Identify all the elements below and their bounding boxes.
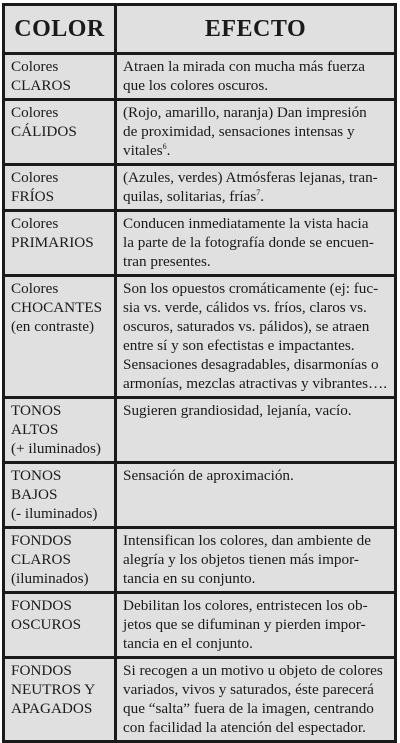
color-cell: Colores CÁLIDOS: [5, 101, 114, 163]
effect-cell: [117, 101, 394, 163]
effect-text: Sugieren grandiosidad, lejanía, vacío.: [123, 402, 352, 419]
table-row: [5, 594, 394, 656]
table-row: [5, 464, 394, 526]
sentence-period: .: [166, 142, 171, 159]
table-body: [5, 55, 394, 740]
effect-text: Atraen la mirada con mucha más fuerza que los colores oscuros.: [123, 58, 366, 94]
table-row: [5, 399, 394, 461]
color-cell: FONDOS NEUTROS Y APAGADOS: [5, 659, 114, 740]
color-cell: TONOS ALTOS (+ iluminados): [5, 399, 114, 461]
effect-cell: [117, 464, 394, 526]
effect-text: (Azules, verdes) Atmósferas lejanas, tran- quilas, solitarias, frías: [123, 169, 378, 205]
sentence-period: .: [260, 188, 265, 205]
effect-text: Conducen inmediatamente la vista hacia la parte de la fotografía donde se encuen- tran presentes.: [123, 215, 374, 270]
header-color: COLOR: [5, 6, 114, 52]
table-row: [5, 529, 394, 591]
effect-cell: [117, 659, 394, 740]
effect-cell: [117, 212, 394, 274]
effect-cell: [117, 594, 394, 656]
effect-text: Debilitan los colores, entristecen los ob- jetos que se difuminan y pierden impor- tancia en el conjunto.: [123, 597, 368, 652]
header-effect: EFECTO: [117, 6, 394, 52]
effect-cell: [117, 529, 394, 591]
effect-text: Si recogen a un motivo u objeto de colores variados, vivos y saturados, éste parecerá que “salta” fuera de la imagen, centrando con facilidad la atención del espectador.: [123, 662, 383, 736]
effect-text: Sensación de aproximación.: [123, 467, 294, 484]
color-cell: Colores CLAROS: [5, 55, 114, 98]
color-cell: FONDOS CLAROS (iluminados): [5, 529, 114, 591]
effect-cell: [117, 277, 394, 396]
color-cell: Colores CHOCANTES (en contraste): [5, 277, 114, 396]
effect-text: (Rojo, amarillo, naranja) Dan impresión de proximidad, sensaciones intensas y vitales: [123, 104, 367, 159]
table-row: [5, 659, 394, 740]
color-cell: Colores PRIMARIOS: [5, 212, 114, 274]
color-effect-table: [2, 3, 397, 743]
effect-text: Son los opuestos cromáticamente (ej: fuc- sia vs. verde, cálidos vs. fríos, claros vs. oscuros, saturados vs. pálidos), se atraen entre sí y son efectistas e impactantes. Sensaciones desagradables, disarmonías o armonías, mezclas atractivas y vibrantes….: [123, 280, 387, 392]
effect-cell: [117, 55, 394, 98]
effect-cell: [117, 166, 394, 209]
table-row: [5, 166, 394, 209]
footnote-marker: 6: [162, 141, 167, 151]
table-row: [5, 212, 394, 274]
table-row: [5, 101, 394, 163]
table-row: [5, 277, 394, 396]
footnote-marker: 7: [256, 187, 261, 197]
table-row: [5, 55, 394, 98]
color-cell: TONOS BAJOS (- iluminados): [5, 464, 114, 526]
color-cell: Colores FRÍOS: [5, 166, 114, 209]
effect-cell: [117, 399, 394, 461]
effect-text: Intensifican los colores, dan ambiente de alegría y los objetos tienen más impor- tancia en su conjunto.: [123, 532, 371, 587]
color-cell: FONDOS OSCUROS: [5, 594, 114, 656]
table-header-row: [5, 6, 394, 52]
